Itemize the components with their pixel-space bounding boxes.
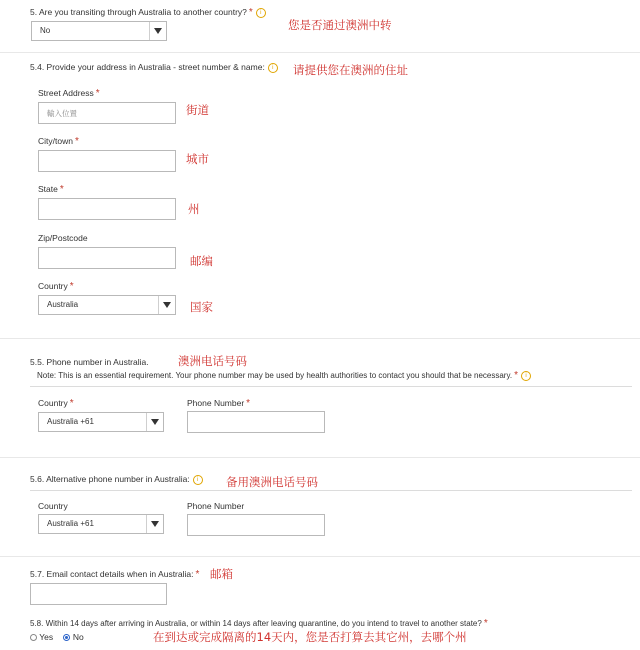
state-input[interactable]	[38, 198, 176, 220]
q55-note: 澳洲电话号码	[178, 354, 247, 368]
alt-phone-number-input[interactable]	[187, 514, 325, 536]
zip-input[interactable]	[38, 247, 176, 269]
required-mark: *	[74, 136, 79, 147]
required-mark: *	[483, 618, 488, 629]
divider	[0, 52, 640, 53]
q54-label: 5.4. Provide your address in Australia - street number & name: i	[30, 62, 278, 73]
transit-select-value: No	[40, 26, 51, 35]
radio-yes-label[interactable]: Yes	[39, 632, 54, 642]
q56-label: 5.6. Alternative phone number in Australia: i	[30, 474, 203, 485]
q54-note: 请提供您在澳洲的住址	[293, 63, 408, 77]
divider	[0, 338, 640, 339]
required-mark: *	[95, 88, 100, 99]
q5-label: 5. Are you transiting through Australia to another country? * i	[30, 7, 266, 18]
separator	[30, 386, 632, 387]
info-icon[interactable]: i	[193, 475, 203, 485]
divider	[0, 556, 640, 557]
radio-yes[interactable]	[30, 634, 37, 641]
alt-phone-country-select[interactable]	[38, 514, 164, 534]
phone-country-label: Country *	[38, 398, 74, 409]
country-select[interactable]	[38, 295, 176, 315]
required-mark: *	[248, 7, 253, 18]
phone-country-value: Australia +61	[47, 417, 94, 426]
required-mark: *	[514, 370, 519, 381]
alt-phone-number-label: Phone Number	[187, 501, 245, 511]
street-note: 街道	[186, 103, 209, 117]
chevron-down-icon[interactable]	[146, 413, 163, 431]
state-label: State *	[38, 184, 64, 195]
info-icon[interactable]: i	[256, 8, 266, 18]
country-select-value: Australia	[47, 300, 79, 309]
alt-phone-country-label: Country	[38, 501, 68, 511]
info-icon[interactable]: i	[521, 371, 531, 381]
q5-note: 您是否通过澳洲中转	[288, 18, 392, 32]
divider	[0, 457, 640, 458]
country-note: 国家	[190, 300, 213, 314]
q57-label: 5.7. Email contact details when in Australia: *	[30, 569, 200, 580]
radio-no-label[interactable]: No	[72, 632, 84, 642]
required-mark: *	[246, 398, 251, 409]
required-mark: *	[69, 398, 74, 409]
alt-phone-country-value: Australia +61	[47, 519, 94, 528]
street-placeholder: 輸入位置	[47, 109, 77, 118]
street-input[interactable]	[38, 102, 176, 124]
required-mark: *	[195, 569, 200, 580]
q57-note: 邮箱	[210, 567, 233, 581]
separator	[30, 490, 632, 491]
country-label: Country *	[38, 281, 74, 292]
chevron-down-icon[interactable]	[158, 296, 175, 314]
phone-country-select[interactable]	[38, 412, 164, 432]
chevron-down-icon[interactable]	[149, 22, 166, 40]
required-mark: *	[59, 184, 64, 195]
q55-subnote: Note: This is an essential requirement. Your phone number may be used by health authorities to contact you should that be necessary. * i	[37, 370, 531, 381]
chevron-down-icon[interactable]	[146, 515, 163, 533]
zip-label: Zip/Postcode	[38, 233, 88, 243]
city-label: City/town *	[38, 136, 79, 147]
radio-no[interactable]	[63, 634, 70, 641]
city-note: 城市	[186, 152, 209, 166]
phone-number-input[interactable]	[187, 411, 325, 433]
email-input[interactable]	[30, 583, 167, 605]
travel-radio-group	[30, 632, 84, 642]
q58-note: 在到达或完成隔离的14天内，您是否打算去其它州，去哪个州	[153, 630, 467, 644]
q56-note: 备用澳洲电话号码	[226, 475, 318, 489]
info-icon[interactable]: i	[268, 63, 278, 73]
q55-label: 5.5. Phone number in Australia.	[30, 357, 149, 367]
phone-number-label: Phone Number *	[187, 398, 251, 409]
q58-label: 5.8. Within 14 days after arriving in Australia, or within 14 days after leaving quarantine, do you intend to travel to another state? *	[30, 618, 488, 629]
transit-select[interactable]	[31, 21, 167, 41]
zip-note: 邮编	[190, 254, 213, 268]
city-input[interactable]	[38, 150, 176, 172]
street-label: Street Address *	[38, 88, 100, 99]
state-note: 州	[188, 202, 200, 216]
required-mark: *	[69, 281, 74, 292]
